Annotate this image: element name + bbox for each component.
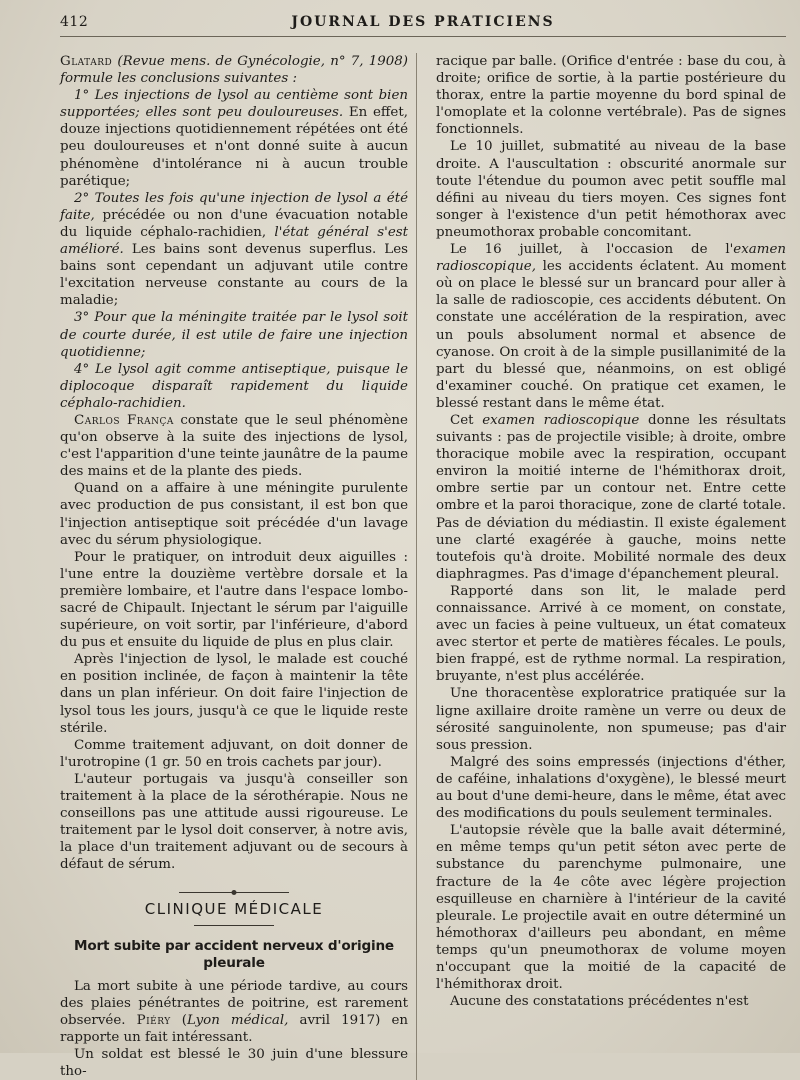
- paragraph: [60, 53, 408, 87]
- author-name: Glatard: [60, 54, 113, 69]
- section-title: CLINIQUE MÉDICALE: [144, 899, 324, 918]
- paragraph-text: constate que le seul phénomène qu'on observe à la suite des injections de lysol, c'est l'apparition d'une teinte jaunâtre de la paume des mains et de la plante des pieds.: [60, 412, 408, 480]
- journal-name: Lyon médical,: [186, 1012, 289, 1028]
- paragraph-text: donne les résultats suivants : pas de projectile visible; à droite, ombre thoracique mobile avec la respiration, occupant environ la moitié interne de l'hémithorax droit, ombre sertie par un contour net. Entre cette ombre et la paroi thoracique, zone de clarté totale. Pas de déviation du médiastin. Il existe également une clarté exagérée à gauche, moins nette toutefois qu'à droite. Mobilité normale des deux diaphragmes. Pas d'image d'épanchement pleural.: [436, 412, 786, 582]
- paragraph-text: les accidents éclatent. Au moment où on place le blessé sur un brancard pour aller à la salle de radioscopie, ces accidents débutent. On constate une accélération de la respiration, avec un pouls absolument normal et absence de cyanose. On croit à de la simple pusillanimité de la part du blessé que, néanmoins, on est obligé d'examiner couché. On pratique cet examen, le blessé restant dans le même état.: [436, 259, 786, 411]
- emphasis-text: examen radioscopique: [482, 412, 640, 428]
- author-name: Piéry: [136, 1012, 171, 1028]
- text-columns: [60, 53, 786, 1080]
- running-title: JOURNAL DES PRATICIENS: [291, 14, 555, 30]
- paragraph: [60, 190, 408, 310]
- paragraph-text: avril 1917) en rapporte un fait intéressant.: [60, 1012, 409, 1046]
- paragraph: [436, 412, 786, 583]
- section-rule: [194, 925, 274, 926]
- paragraph-text: (: [170, 1012, 187, 1028]
- paragraph: Malgré des soins empressés (injections d'éther, de caféine, inhalations d'oxygène), le blessé meurt au bout d'une demi-heure, dans le même, état avec des modifications du pouls seulement terminales.: [436, 754, 786, 822]
- page-header: [60, 10, 786, 37]
- paragraph: Quand on a affaire à une méningite purulente avec production de pus consistant, il est bon que l'injection antiseptique soit précédée d'un lavage avec du sérum physiologique.: [60, 481, 408, 548]
- paragraph-text: En effet, douze injections quotidiennement répétées ont été peu douloureuses et n'ont donné suite à aucun phénomène d'intolérance ni à aucun trouble parétique;: [60, 105, 408, 189]
- right-column: [436, 53, 786, 1080]
- paragraph: 3° Pour que la méningite traitée par le lysol soit de courte durée, il est utile de faire une injection quotidienne;: [60, 310, 408, 360]
- paragraph-text: précédée ou non d'une évacuation notable du liquide céphalo-rachidien,: [60, 207, 408, 240]
- left-column: [60, 53, 408, 1080]
- paragraph: L'auteur portugais va jusqu'à conseiller son traitement à la place de la sérothérapie. Nous ne conseillons pas une attitude aussi rigoureuse. Le traitement par le lysol doit conserver, à notre avis, la place d'un traitement adjuvant ou de secours à défaut de sérum.: [60, 771, 408, 873]
- paragraph: L'autopsie révèle que la balle avait déterminé, en même temps qu'un petit séton avec perte de substance du parenchyme pulmonaire, une fracture de la 4e côte avec légère projection esquilleuse en charnière à l'intérieur de la cavité pleurale. Le projectile avait en outre déterminé un hémothorax d'ailleurs peu abondant, en même temps qu'un pneumothorax de volume moyen n'occupant que la moitié de la capacité de l'hémithorax droit.: [436, 823, 786, 993]
- column-divider: [416, 53, 417, 1080]
- page-number: 412: [60, 14, 89, 30]
- paragraph-text: Les bains sont devenus superflus. Les bains sont cependant un adjuvant utile contre l'excitation nerveuse constante au cours de la maladie;: [60, 242, 408, 309]
- paragraph: Un soldat est blessé le 30 juin d'une blessure tho-: [60, 1047, 408, 1080]
- paragraph: Aucune des constatations précédentes n'est: [450, 994, 749, 1010]
- paragraph: [60, 412, 408, 480]
- paragraph-text: Cet: [450, 412, 483, 428]
- paragraph: [60, 87, 408, 190]
- author-name: Carlos França: [74, 412, 174, 428]
- paragraph: Comme traitement adjuvant, on doit donner de l'urotropine (1 gr. 50 en trois cachets par jour).: [60, 737, 408, 770]
- paragraph: racique par balle. (Orifice d'entrée : base du cou, à droite; orifice de sortie, à la partie postérieure du thorax, entre la partie moyenne du bord spinal de l'omoplate et la colonne vertébrale). Pas de signes fonctionnels.: [436, 54, 786, 138]
- paragraph-text: La mort subite à une période tardive, au cours des plaies pénétrantes de poitrine, est rarement observée.: [60, 978, 408, 1028]
- paragraph: [436, 241, 786, 412]
- paragraph: [60, 978, 408, 1046]
- paragraph: 4° Le lysol agit comme antiseptique, puisque le diplocoque disparaît rapidement du liquide céphalo-rachidien.: [60, 361, 408, 411]
- paragraph-text: Le 16 juillet, à l'occasion de l': [450, 242, 734, 258]
- citation: (Revue mens. de Gynécologie, n° 7, 1908) formule les conclusions suivantes :: [60, 54, 409, 87]
- section-heading: [60, 892, 408, 926]
- ornament-rule: [179, 892, 289, 893]
- paragraph: Rapporté dans son lit, le malade perd connaissance. Arrivé à ce moment, on constate, avec un facies à peine vultueux, un état comateux avec stertor et perte de matières fécales. Le pouls, bien frappé, est de rythme normal. La respiration, bruyante, n'est plus accélérée.: [436, 583, 786, 685]
- conclusion-lead: 2° Toutes les fois qu'une injection de lysol a été faite,: [60, 190, 408, 223]
- conclusion-lead: 1° Les injections de lysol au centième sont bien supportées; elles sont peu douloureuses.: [60, 88, 408, 121]
- paragraph: Pour le pratiquer, on introduit deux aiguilles : l'une entre la douzième vertèbre dorsale et la première lombaire, et l'autre dans l'espace lombo-sacré de Chipault. Injectant le sérum par l'aiguille supérieure, on voit sortir, par l'inférieure, d'abord du pus et ensuite du liquide de plus en plus clair.: [60, 549, 408, 651]
- emphasis-text: examen radioscopique,: [436, 242, 786, 275]
- emphasis-text: l'état général s'est amélioré.: [60, 224, 408, 258]
- paragraph: Le 10 juillet, submatité au niveau de la base droite. A l'auscultation : obscurité anormale sur toute l'étendue du poumon avec petit souffle mal défini au niveau du tiers moyen. Ces signes font songer à l'existence d'un petit hémothorax avec pneumothorax probable concomitant.: [436, 139, 786, 240]
- paragraph: Une thoracentèse exploratrice pratiquée sur la ligne axillaire droite ramène un verre ou deux de sérosité sanguinolente, non spumeuse; pas d'air sous pression.: [436, 686, 786, 753]
- paragraph: Après l'injection de lysol, le malade est couché en position inclinée, de façon à maintenir la tête dans un plan inférieur. On doit faire l'injection de lysol tous les jours, jusqu'à ce que le liquide reste stérile.: [60, 652, 408, 736]
- article-title: Mort subite par accident nerveux d'origine pleurale: [74, 937, 394, 971]
